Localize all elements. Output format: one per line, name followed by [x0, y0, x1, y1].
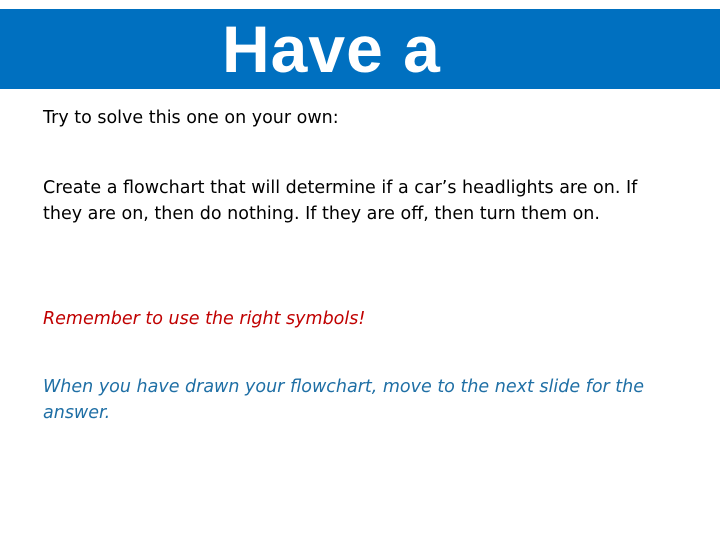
title-bar: [0, 9, 720, 89]
slide-title: Have a: [222, 12, 441, 86]
intro-text: Try to solve this one on your own:: [43, 108, 339, 128]
next-slide-hint: When you have drawn your flowchart, move to the next slide for the answer.: [43, 377, 644, 423]
reminder-text: Remember to use the right symbols!: [43, 309, 366, 329]
task-text: Create a flowchart that will determine if a car’s headlights are on. If they are on, then do nothing. If they are off, then turn them on.: [43, 178, 638, 224]
